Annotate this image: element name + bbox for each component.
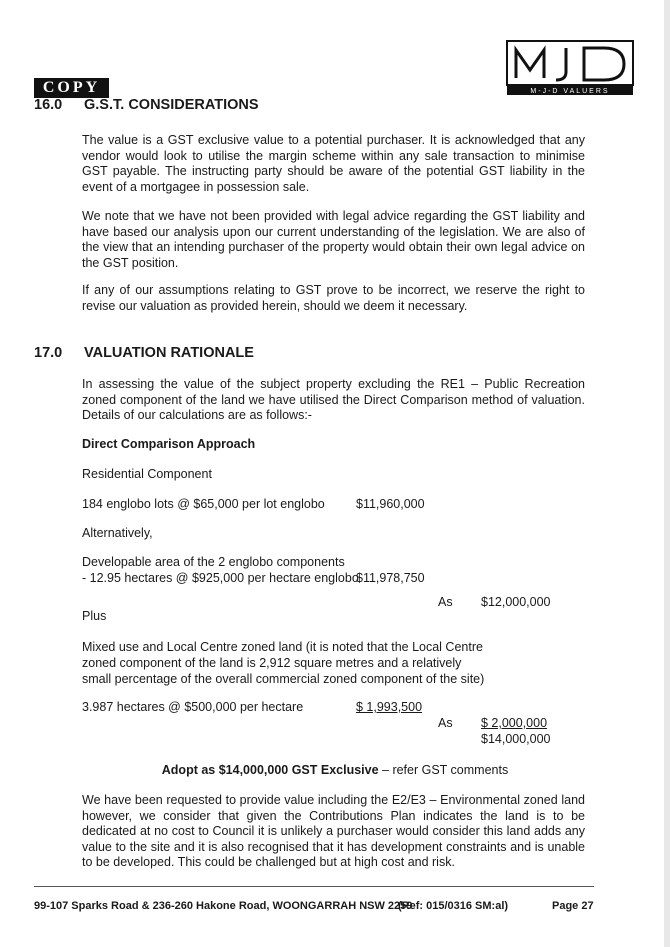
alternatively-label: Alternatively, <box>82 526 153 540</box>
footer-rule <box>34 886 594 887</box>
approach-heading: Direct Comparison Approach <box>82 437 256 451</box>
copy-stamp: COPY <box>34 78 109 98</box>
residential-adopted-value: $12,000,000 <box>481 595 551 609</box>
calc-line-1-label: 184 englobo lots @ $65,000 per lot englobo <box>82 497 325 511</box>
gst-paragraph-1: The value is a GST exclusive value to a potential purchaser. It is acknowledged that any vendor would look to utilise the margin scheme within any sale transaction to minimise GST payable. The instructing party should be aware of the potential GST liability in the event of a mortgagee in possession sale. <box>82 133 585 194</box>
adopt-rest: – refer GST comments <box>378 763 509 777</box>
calc-line-2-label-a: Developable area of the 2 englobo components <box>82 555 345 569</box>
closing-paragraph: We have been requested to provide value including the E2/E3 – Environmental zoned land however, we consider that given the Contributions Plan indicates the land is to be dedicated at no cost to Council it is unlikely a purchaser would consider this land adds any value to the site and it is also recognised that it has development constraints and is unable to be developed. This could be challenged but at high cost and risk. <box>82 793 585 869</box>
section-17-number: 17.0 <box>34 345 63 361</box>
gst-paragraph-3: If any of our assumptions relating to GST prove to be incorrect, we reserve the right to revise our valuation as provided herein, should we deem it necessary. <box>82 283 585 313</box>
section-17-title: VALUATION RATIONALE <box>84 345 254 361</box>
mixed-use-line-a: Mixed use and Local Centre zoned land (it is noted that the Local Centre <box>82 640 483 654</box>
footer-page-number: Page 27 <box>552 900 594 912</box>
section-17-heading <box>34 345 254 361</box>
section-16-number: 16.0 <box>34 97 63 113</box>
mjd-valuers-logo <box>506 40 636 96</box>
as-label-2: As <box>438 716 453 730</box>
calc-line-1-value: $11,960,000 <box>356 497 425 511</box>
calc-line-3-label: 3.987 hectares @ $500,000 per hectare <box>82 700 304 714</box>
adopt-bold: Adopt as $14,000,000 GST Exclusive <box>161 763 379 777</box>
page-edge-shadow <box>664 0 670 947</box>
section-16-title: G.S.T. CONSIDERATIONS <box>84 97 259 113</box>
as-label-1: As <box>438 595 453 609</box>
logo-text: M-J-D VALUERS <box>530 88 610 95</box>
plus-label: Plus <box>82 609 107 623</box>
residential-heading: Residential Component <box>82 467 212 481</box>
mixed-use-adopted-value: $ 2,000,000 <box>481 716 548 730</box>
section-16-heading <box>34 97 259 113</box>
adopt-line <box>0 763 670 779</box>
mixed-use-line-b: zoned component of the land is 2,912 square metres and a relatively <box>82 656 462 670</box>
calc-line-2-label-b: - 12.95 hectares @ $925,000 per hectare englobo <box>82 571 359 585</box>
footer-address: 99-107 Sparks Road & 236-260 Hakone Road, WOONGARRAH NSW 2259 <box>34 900 413 912</box>
gst-paragraph-2: We note that we have not been provided with legal advice regarding the GST liability and have based our analysis upon our current understanding of the legislation. We are also of the view that an intending purchaser of the property would obtain their own legal advice on the GST position. <box>82 209 585 270</box>
footer-reference: (Ref: 015/0316 SM:al) <box>398 900 509 912</box>
calc-line-2-value: $11,978,750 <box>356 571 425 585</box>
mixed-use-line-c: small percentage of the overall commercial zoned component of the site) <box>82 672 485 686</box>
total-value: $14,000,000 <box>481 732 551 746</box>
valuation-intro: In assessing the value of the subject property excluding the RE1 – Public Recreation zoned component of the land we have utilised the Direct Comparison method of valuation. Details of our calculations are as follows:- <box>82 377 585 422</box>
calc-line-3-value: $ 1,993,500 <box>356 700 423 714</box>
